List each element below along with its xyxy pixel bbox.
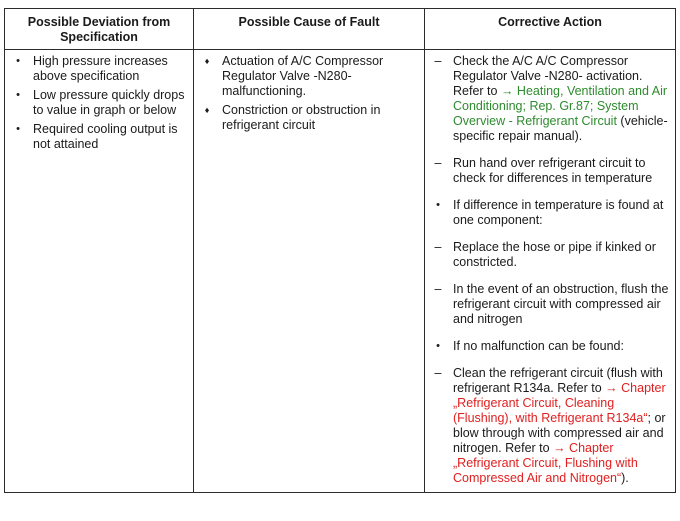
repair-manual-link[interactable]: → Heating, Ventilation and Air Conditioning; Rep. Gr.87; System Overview - Refrigerant Circuit [453,84,668,128]
action-step [429,282,671,327]
deviation-text: Low pressure quickly drops to value in graph or below [33,88,185,117]
bullet-icon: • [16,123,20,135]
bullet-icon: • [16,55,20,67]
deviation-list [9,54,189,152]
cause-cell [194,50,425,493]
dash-icon: – [434,156,442,170]
dash-icon: – [434,54,442,68]
cause-text: Constriction or obstruction in refrigerant circuit [222,103,381,132]
deviation-text: High pressure increases above specification [33,54,168,83]
bullet-icon: • [436,340,440,352]
fault-diagnosis-table [4,8,676,493]
deviation-text: Required cooling output is not attained [33,122,178,151]
dash-icon: – [434,240,442,254]
action-list [429,54,671,486]
list-item [9,54,189,84]
action-step [429,339,671,354]
deviation-cell [5,50,194,493]
bullet-icon: • [436,199,440,211]
action-text: Replace the hose or pipe if kinked or constricted. [453,240,656,269]
list-item [9,88,189,118]
action-text: Check the A/C A/C Compressor Regulator Valve -N280- activation. Refer to [453,54,643,98]
cause-list [198,54,420,133]
diamond-bullet-icon: ♦ [204,56,210,66]
action-text: Clean the refrigerant circuit (flush with refrigerant R134a. Refer to [453,366,663,395]
header-row [5,9,676,50]
flushing-chapter-link[interactable]: → Chapter „Refrigerant Circuit, Flushing with Compressed Air and Nitrogen“ [453,441,638,485]
action-text: (vehicle-specific repair manual). [453,114,668,143]
dash-icon: – [434,282,442,296]
list-item [198,103,420,133]
action-text: Run hand over refrigerant circuit to check for differences in temperature [453,156,653,185]
action-step [429,156,671,186]
header-action: Corrective Action [425,9,676,50]
action-text: ). [621,471,629,485]
dash-icon: – [434,366,442,380]
list-item [198,54,420,99]
list-item [9,122,189,152]
action-cell [425,50,676,493]
action-step [429,240,671,270]
cause-text: Actuation of A/C Compressor Regulator Valve -N280- malfunctioning. [222,54,384,98]
action-text: ; or blow through with compressed air and nitrogen. Refer to [453,411,666,455]
bullet-icon: • [16,89,20,101]
header-deviation: Possible Deviation from Specification [5,9,194,50]
action-step [429,198,671,228]
table-row [5,50,676,493]
action-text: If no malfunction can be found: [453,339,624,353]
action-step [429,54,671,144]
action-text: In the event of an obstruction, flush the refrigerant circuit with compressed air and nitrogen [453,282,669,326]
diamond-bullet-icon: ♦ [204,105,210,115]
action-text: If difference in temperature is found at one component: [453,198,664,227]
cleaning-chapter-link[interactable]: → Chapter „Refrigerant Circuit, Cleaning (Flushing), with Refrigerant R134a“ [453,381,666,425]
action-step [429,366,671,486]
header-cause: Possible Cause of Fault [194,9,425,50]
